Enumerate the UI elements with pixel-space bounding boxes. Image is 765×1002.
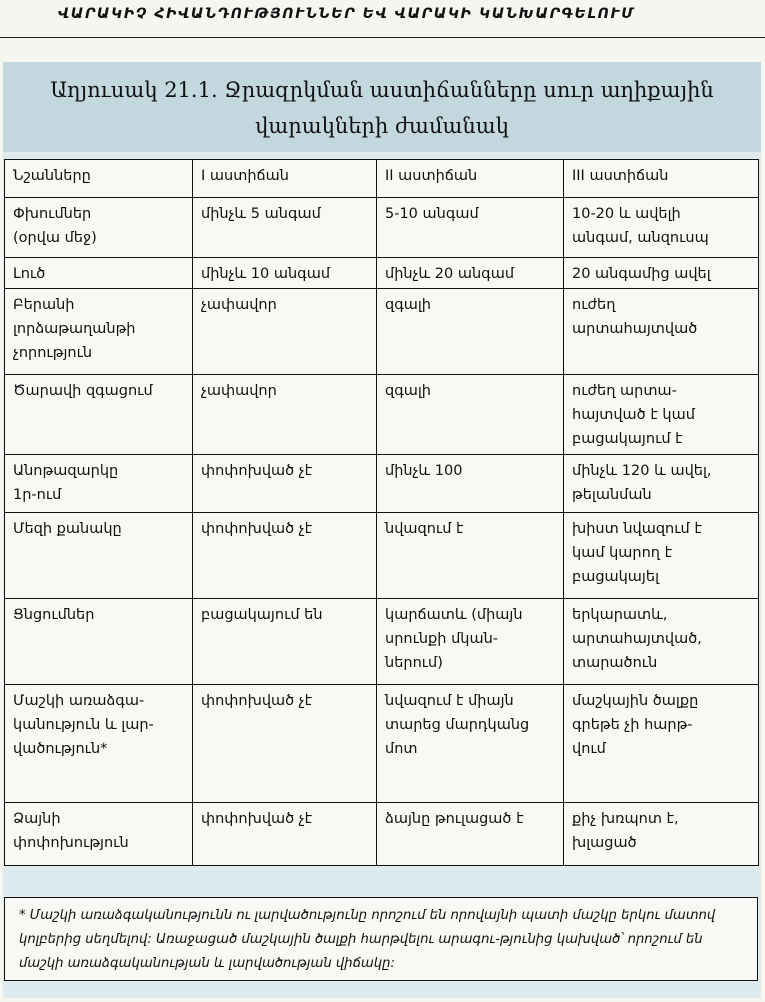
degree-2-cell: նվազում է միայն տարեց մարդկանց մոտ bbox=[377, 685, 564, 803]
degree-3-cell: ուժեղ արտա- հայտված է կամ բացակայում է bbox=[564, 375, 759, 455]
degree-1-cell: փոփոխված չէ bbox=[193, 455, 377, 513]
degree-1-cell: փոփոխված չէ bbox=[193, 685, 377, 803]
header-rule bbox=[0, 37, 765, 38]
dehydration-table bbox=[4, 159, 759, 866]
table-row bbox=[5, 289, 759, 375]
degree-1-cell: չափավոր bbox=[193, 375, 377, 455]
degree-2-cell: մինչև 100 bbox=[377, 455, 564, 513]
sign-cell: Ձայնի փոփոխություն bbox=[5, 803, 193, 866]
degree-3-cell: խիստ նվազում է կամ կարող է բացակայել bbox=[564, 513, 759, 599]
table-row bbox=[5, 198, 759, 258]
column-header: Նշանները bbox=[5, 160, 193, 198]
degree-3-cell: մաշկային ծալքը գրեթե չի հարթ- վում bbox=[564, 685, 759, 803]
degree-3-cell: քիչ խռպոտ է, խլացած bbox=[564, 803, 759, 866]
degree-2-cell: կարճատև (միայն սրունքի մկան- ներում) bbox=[377, 599, 564, 685]
column-header: III աստիճան bbox=[564, 160, 759, 198]
table-row bbox=[5, 258, 759, 289]
degree-3-cell: 10-20 և ավելի անգամ, անզուսպ bbox=[564, 198, 759, 258]
footnote: * Մաշկի առաձգականությունն ու լարվածությունը որոշում են որովայնի պատի մաշկը երկու մատով կոլբերից սեղմելով: Առաջացած մաշկային ծալքի հարթվելու արագու-թյունից կախված՝ որոշում են մաշկի առաձգականության և լարվածության վիճակը: bbox=[4, 897, 758, 981]
degree-3-cell: երկարատև, արտահայտված, տարածուն bbox=[564, 599, 759, 685]
degree-3-cell: ուժեղ արտահայտված bbox=[564, 289, 759, 375]
table-panel bbox=[3, 152, 761, 998]
column-header: II աստիճան bbox=[377, 160, 564, 198]
table-row bbox=[5, 599, 759, 685]
sign-cell: Լուծ bbox=[5, 258, 193, 289]
sign-cell: Բերանի լորձաթաղանթի չորություն bbox=[5, 289, 193, 375]
table-row bbox=[5, 375, 759, 455]
degree-2-cell: 5-10 անգամ bbox=[377, 198, 564, 258]
sign-cell: Մեզի քանակը bbox=[5, 513, 193, 599]
table-row bbox=[5, 685, 759, 803]
degree-3-cell: 20 անգամից ավել bbox=[564, 258, 759, 289]
degree-2-cell: զգալի bbox=[377, 289, 564, 375]
table-row bbox=[5, 513, 759, 599]
degree-2-cell: զգալի bbox=[377, 375, 564, 455]
degree-3-cell: մինչև 120 և ավել, թելանման bbox=[564, 455, 759, 513]
degree-1-cell: բացակայում են bbox=[193, 599, 377, 685]
table-row bbox=[5, 803, 759, 866]
degree-2-cell: նվազում է bbox=[377, 513, 564, 599]
column-header: I աստիճան bbox=[193, 160, 377, 198]
sign-cell: Ցնցումներ bbox=[5, 599, 193, 685]
degree-1-cell: փոփոխված չէ bbox=[193, 803, 377, 866]
header-row bbox=[5, 160, 759, 198]
degree-2-cell: մինչև 20 անգամ bbox=[377, 258, 564, 289]
running-head: ՎԱՐԱԿԻՉ ՀԻՎԱՆԴՈՒԹՅՈՒՆՆԵՐ ԵՎ ՎԱՐԱԿԻ ԿԱՆԽԱՐԳԵԼՈՒՄ bbox=[58, 6, 635, 22]
degree-1-cell: մինչև 10 անգամ bbox=[193, 258, 377, 289]
sign-cell: Փխումներ (օրվա մեջ) bbox=[5, 198, 193, 258]
degree-1-cell: մինչև 5 անգամ bbox=[193, 198, 377, 258]
table-row bbox=[5, 455, 759, 513]
sign-cell: Ծարավի զգացում bbox=[5, 375, 193, 455]
table-title: Աղյուսակ 21.1. Ջրազրկման աստիճանները սուր աղիքային վարակների ժամանակ bbox=[50, 78, 714, 138]
degree-1-cell: չափավոր bbox=[193, 289, 377, 375]
title-panel bbox=[3, 62, 761, 152]
sign-cell: Անոթազարկը 1ր-ում bbox=[5, 455, 193, 513]
degree-2-cell: ձայնը թուլացած է bbox=[377, 803, 564, 866]
sign-cell: Մաշկի առաձգա- կանություն և լար- վածություն* bbox=[5, 685, 193, 803]
degree-1-cell: փոփոխված չէ bbox=[193, 513, 377, 599]
